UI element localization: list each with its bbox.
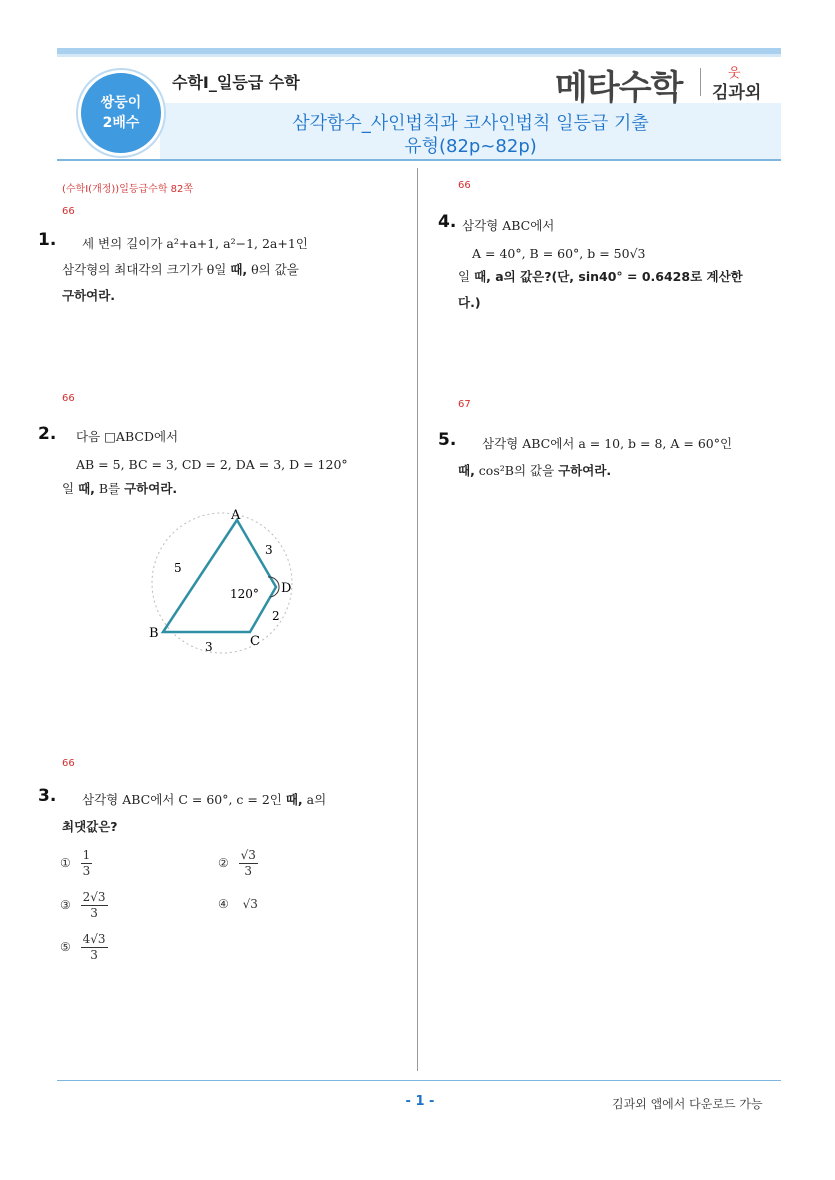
- q4-bold: 때, a의 값은?(단, sin40° = 0.6428로 계산한: [474, 269, 743, 284]
- question-text: [82, 231, 382, 257]
- page-ref: 67: [458, 399, 471, 410]
- option-1[interactable]: [60, 848, 92, 879]
- page-number: - 1 -: [405, 1094, 435, 1109]
- angle-d-label: 120°: [230, 587, 259, 601]
- vertex-d: D: [281, 581, 292, 596]
- q1-line-b: 삼각형의 최대각의 크기가 θ일: [62, 262, 231, 277]
- question-text: [458, 458, 611, 484]
- option-denominator: 3: [90, 948, 98, 962]
- question-text: [76, 452, 348, 478]
- badge: [78, 70, 164, 156]
- side-cd-label: 2: [272, 609, 280, 623]
- q1-line-c: 구하여라.: [62, 288, 116, 303]
- page-ref: 66: [62, 393, 75, 404]
- question-text: [62, 814, 118, 840]
- q4-line-a: 삼각형 ABC에서: [462, 218, 555, 233]
- title-underline: [57, 159, 781, 161]
- q3-line-a: 삼각형 ABC에서 C = 60°, c = 2인: [82, 792, 286, 807]
- source-label: (수학Ⅰ(개정))일등급수학 82쪽: [62, 184, 194, 195]
- option-denominator: 3: [244, 864, 253, 878]
- q4-line-b: A = 40°, B = 60°, b = 50√3: [472, 246, 646, 261]
- question-text: [62, 283, 115, 309]
- q2-bold: 때,: [78, 481, 95, 496]
- question-text: [482, 431, 782, 457]
- option-numerator: 1: [82, 848, 91, 862]
- option-numerator: 2√3: [82, 890, 106, 904]
- option-mark: ①: [60, 856, 71, 870]
- page-ref: 66: [458, 180, 471, 191]
- q2-line-c-end: 구하여라.: [124, 481, 178, 496]
- brand-logo-text: 메타수학: [555, 68, 683, 108]
- header-stripe-light: [57, 54, 781, 57]
- option-mark: ⑤: [60, 940, 71, 954]
- question-text: [62, 257, 382, 283]
- badge-line1: 쌍둥이: [100, 95, 142, 111]
- badge-line2: 2배수: [102, 115, 140, 131]
- q3-line-b: 최댓값은?: [62, 819, 118, 834]
- person-icon: 웃: [728, 66, 741, 81]
- q4-line-d: 다.): [458, 295, 481, 310]
- option-numerator: √3: [240, 848, 256, 862]
- vertex-b: B: [149, 626, 159, 641]
- quadrilateral: [163, 520, 276, 632]
- footer-divider: [57, 1080, 781, 1081]
- option-3[interactable]: [60, 890, 108, 921]
- side-bc-label: 3: [205, 640, 213, 654]
- q5-line-b-end: 구하여라.: [558, 463, 612, 478]
- q2-line-c-mid: B를: [94, 481, 125, 496]
- option-numerator: 4√3: [82, 932, 106, 946]
- question-text: [458, 264, 778, 290]
- q2-line-b: AB = 5, BC = 3, CD = 2, DA = 3, D = 120°: [76, 457, 348, 472]
- q3-line-a-end: a의: [302, 792, 327, 807]
- quadrilateral-figure: [140, 505, 310, 655]
- option-2[interactable]: [218, 848, 258, 879]
- question-number: 3.: [38, 786, 57, 806]
- q2-line-a: 다음 □ABCD에서: [76, 429, 179, 444]
- question-text: [62, 476, 177, 502]
- side-ab-label: 5: [174, 561, 182, 575]
- q1-line-b-end: θ의 값을: [247, 262, 299, 277]
- vertex-a: A: [231, 508, 241, 523]
- column-divider: [417, 168, 418, 1071]
- vertex-c: C: [250, 634, 260, 649]
- logo-divider: [700, 68, 701, 96]
- footer-note: 김과외 앱에서 다운로드 가능: [612, 1097, 763, 1111]
- q4-line-c: 일: [458, 269, 475, 284]
- option-mark: ②: [218, 856, 229, 870]
- question-text: [458, 290, 481, 316]
- question-text: [76, 424, 178, 450]
- question-text: [82, 787, 382, 813]
- question-number: 4.: [438, 212, 457, 232]
- question-number: 5.: [438, 430, 457, 450]
- option-4[interactable]: [218, 897, 258, 911]
- option-5[interactable]: [60, 932, 108, 963]
- option-mark: ④: [218, 897, 229, 911]
- question-number: 1.: [38, 230, 57, 250]
- sub-brand-logo: 김과외: [712, 83, 762, 103]
- page-title: 삼각함수_사인법칙과 코사인법칙 일등급 기출: [292, 113, 649, 134]
- course-label: 수학Ⅰ_일등급 수학: [172, 73, 300, 92]
- q5-line-b: cos²B의 값을: [474, 463, 559, 478]
- q1-bold: 때,: [230, 262, 248, 277]
- q3-bold: 때,: [285, 792, 303, 807]
- brand-logo: [555, 60, 682, 109]
- page-ref: 66: [62, 206, 75, 217]
- q2-line-c: 일: [62, 481, 79, 496]
- option-mark: ③: [60, 898, 71, 912]
- q1-line-a: 세 변의 길이가 a²+a+1, a²−1, 2a+1인: [82, 236, 308, 251]
- page-ref: 66: [62, 758, 75, 769]
- question-text: [462, 213, 554, 239]
- q5-line-a: 삼각형 ABC에서 a = 10, b = 8, A = 60°인: [482, 436, 733, 451]
- question-number: 2.: [38, 424, 57, 444]
- option-value: √3: [242, 897, 258, 911]
- option-denominator: 3: [90, 906, 98, 920]
- q5-bold: 때,: [458, 463, 475, 478]
- side-ad-label: 3: [265, 543, 273, 557]
- option-denominator: 3: [82, 864, 91, 878]
- page-subtitle: 유형(82p~82p): [404, 136, 537, 157]
